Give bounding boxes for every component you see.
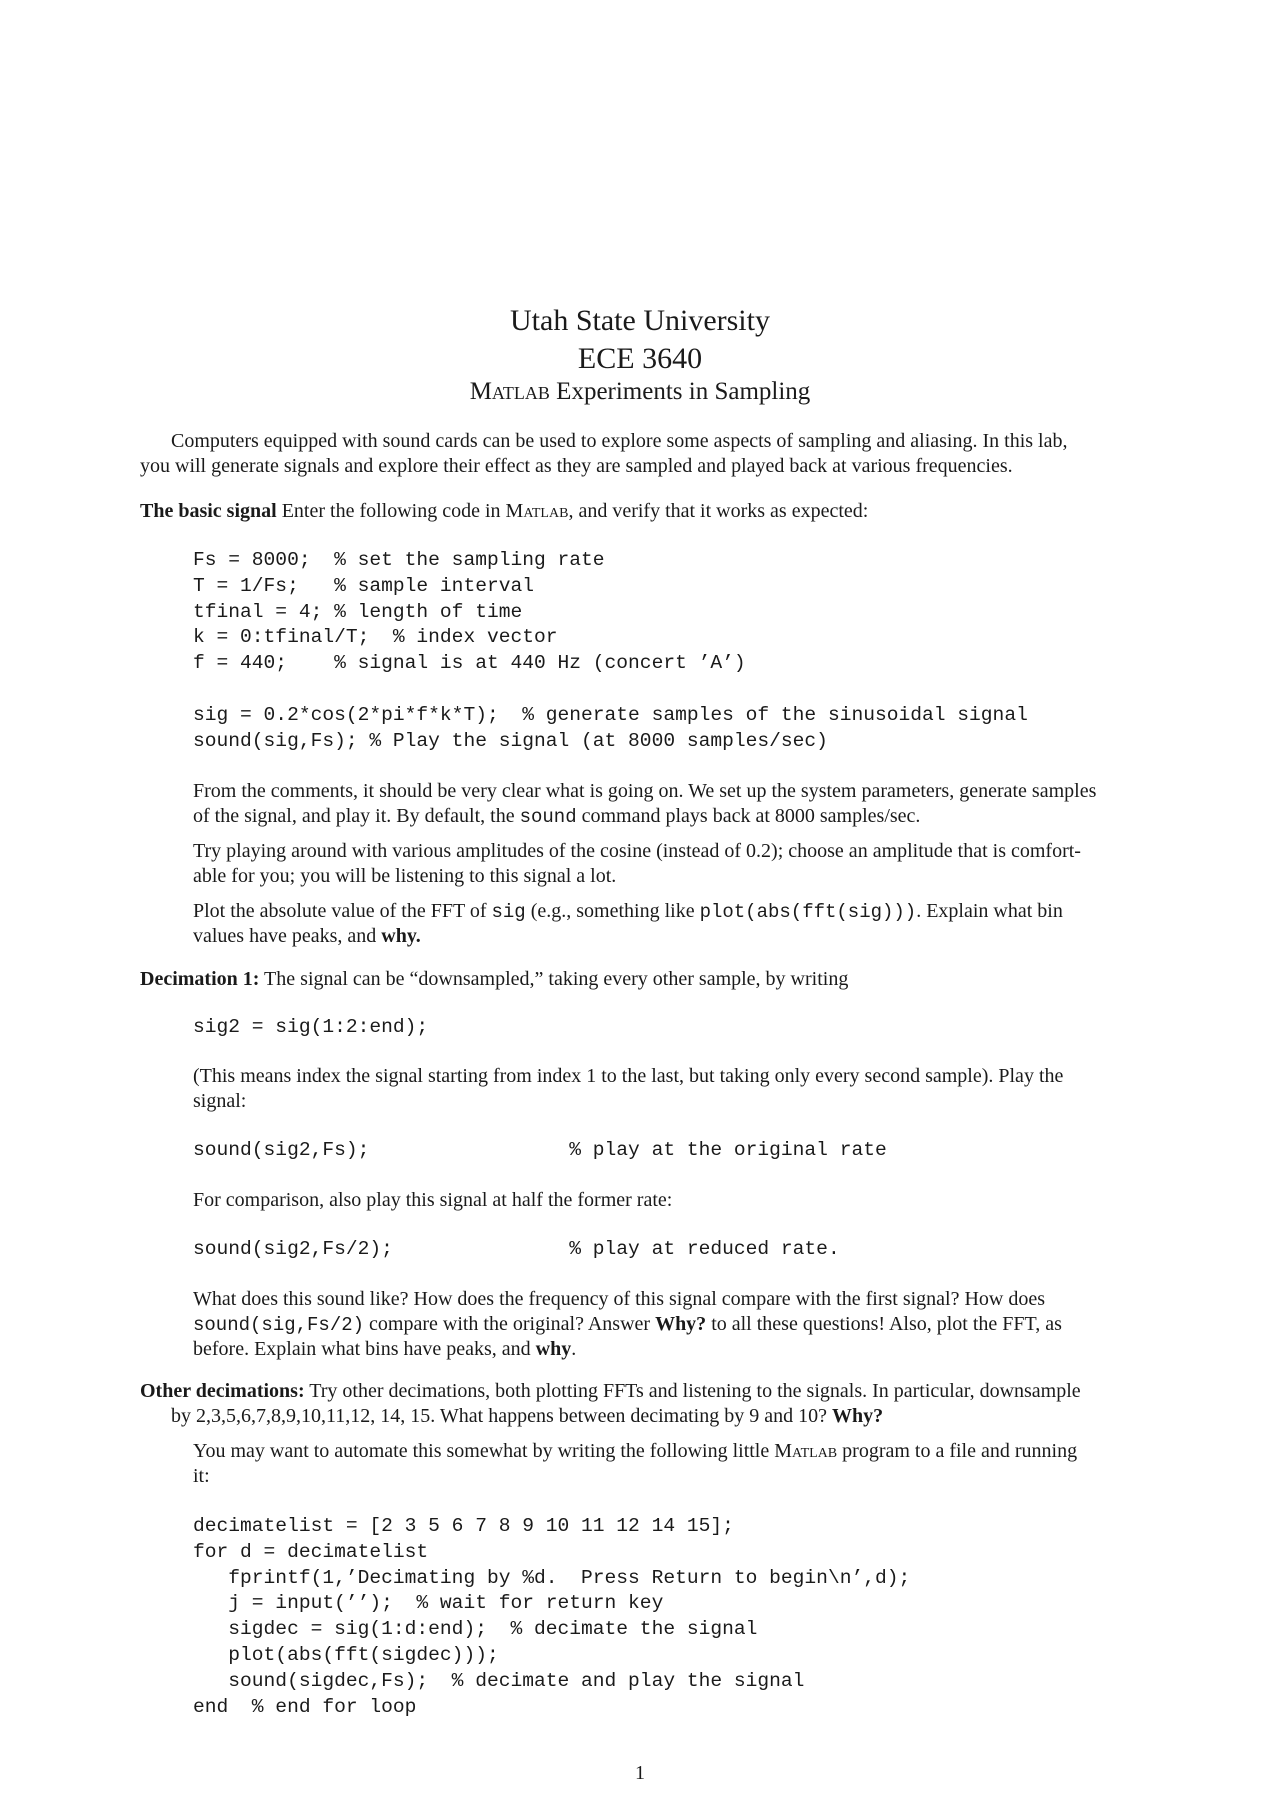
code-sig2: sig2 = sig(1:2:end); xyxy=(193,1016,429,1038)
decimation1-heading: Decimation 1: xyxy=(140,968,260,990)
decimation1-p3-line-1: What does this sound like? How does the frequency of this signal compare with the first signal? How does xyxy=(193,1288,1046,1310)
decimation1-p1-line-2: signal: xyxy=(193,1090,247,1112)
intro-line-2: you will generate signals and explore their effect as they are sampled and played back at various frequencies. xyxy=(140,455,1013,477)
university-title: Utah State University xyxy=(510,304,770,337)
basic-p1-line-1: From the comments, it should be very clear what is going on. We set up the system parameters, generate samples xyxy=(193,780,1097,802)
code-sound-reduced: sound(sig2,Fs/2); % play at reduced rate. xyxy=(193,1238,840,1260)
course-number: ECE 3640 xyxy=(577,342,703,375)
other-decimations-line-2: by 2,3,5,6,7,8,9,10,11,12, 14, 15. What happens between decimating by 9 and 10? Why? xyxy=(171,1405,884,1427)
basic-p1-line-2: of the signal, and play it. By default, the sound command plays back at 8000 samples/sec. xyxy=(193,805,921,828)
other-decimations-heading: Other decimations: xyxy=(140,1380,305,1402)
decimation1-p3-line-2: sound(sig,Fs/2) compare with the original? Answer Why? to all these questions! Also, plot the FFT, as xyxy=(193,1313,1062,1336)
code-block-signal: sig = 0.2*cos(2*pi*f*k*T); % generate samples of the sinusoidal signal sound(sig,Fs); % Play the signal (at 8000 samples/sec) xyxy=(193,704,1028,752)
document-title xyxy=(0,376,1280,408)
other-decimations-p2-line-1: You may want to automate this somewhat by writing the following little Matlab program to a file and running xyxy=(193,1440,1078,1462)
matlab-word: Matlab xyxy=(469,378,550,405)
basic-p3-line-2: values have peaks, and why. xyxy=(193,925,421,947)
basic-p3-line-1: Plot the absolute value of the FFT of sig (e.g., something like plot(abs(fft(sig))). Explain what bin xyxy=(193,900,1063,923)
code-block-setup: Fs = 8000; % set the sampling rate T = 1/Fs; % sample interval tfinal = 4; % length of time k = 0:tfinal/T; % index vector f = 440; % signal is at 440 Hz (concert ’A’) xyxy=(193,549,746,675)
basic-p2-line-1: Try playing around with various amplitudes of the cosine (instead of 0.2); choose an amplitude that is comfort- xyxy=(193,840,1081,862)
basic-signal-heading: The basic signal xyxy=(140,500,277,522)
basic-p2-line-2: able for you; you will be listening to this signal a lot. xyxy=(193,865,617,887)
other-decimations-p2-line-2: it: xyxy=(193,1465,210,1487)
code-decimation-loop: decimatelist = [2 3 5 6 7 8 9 10 11 12 14 15]; for d = decimatelist fprintf(1,’Decimating by %d. Press Return to begin\n’,d); j = input(’’); % wait for return key sigdec = sig(1:d:end); % decimate the signal plot(abs(fft(sigdec))); sound(sigdec,Fs); % decimate and play the signal end % end for loop xyxy=(193,1515,911,1718)
title-rest: Experiments in Sampling xyxy=(549,378,811,405)
decimation1-p1-line-1: (This means index the signal starting from index 1 to the last, but taking only every second sample). Play the xyxy=(193,1065,1064,1087)
other-decimations-line-1: Other decimations: Try other decimations, both plotting FFTs and listening to the signals. In particular, downsample xyxy=(140,1380,1081,1402)
decimation1-intro: Decimation 1: The signal can be “downsampled,” taking every other sample, by writing xyxy=(140,968,849,990)
decimation1-p2: For comparison, also play this signal at half the former rate: xyxy=(193,1189,673,1211)
decimation1-p3-line-3: before. Explain what bins have peaks, and why. xyxy=(193,1338,577,1360)
intro-line-1: Computers equipped with sound cards can be used to explore some aspects of sampling and aliasing. In this lab, xyxy=(171,430,1068,452)
page-number: 1 xyxy=(635,1762,645,1784)
basic-signal-intro: The basic signal Enter the following code in Matlab, and verify that it works as expected: xyxy=(140,500,869,522)
code-sound-original: sound(sig2,Fs); % play at the original rate xyxy=(193,1139,887,1161)
